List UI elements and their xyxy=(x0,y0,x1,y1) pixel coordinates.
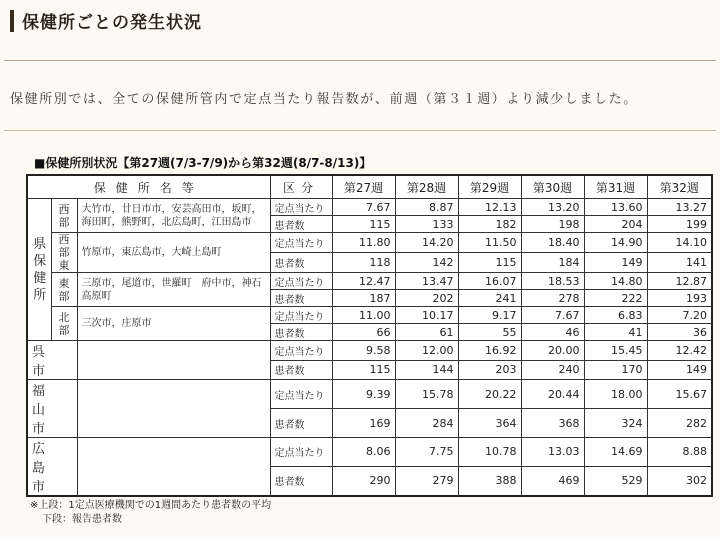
value-cell: 203 xyxy=(458,360,521,380)
value-cell: 7.67 xyxy=(521,307,584,324)
value-cell: 20.44 xyxy=(521,380,584,409)
value-cell: 9.58 xyxy=(332,341,395,361)
area-cell: 三原市，尾道市，世羅町 府中市，神石高原町 xyxy=(77,273,270,307)
page-header xyxy=(10,8,202,33)
header-week: 第28週 xyxy=(395,175,458,199)
value-cell: 182 xyxy=(458,216,521,233)
value-cell: 364 xyxy=(458,409,521,438)
value-cell: 170 xyxy=(584,360,647,380)
category-rate: 定点当たり xyxy=(270,438,332,467)
value-cell: 12.42 xyxy=(647,341,712,361)
value-cell: 12.00 xyxy=(395,341,458,361)
value-cell: 184 xyxy=(521,253,584,273)
value-cell: 302 xyxy=(647,466,712,496)
value-cell: 144 xyxy=(395,360,458,380)
value-cell: 149 xyxy=(647,360,712,380)
note-lower: 下段：報告患者数 xyxy=(42,514,122,525)
value-cell: 8.88 xyxy=(647,438,712,467)
value-cell: 202 xyxy=(395,290,458,307)
value-cell: 240 xyxy=(521,360,584,380)
value-cell: 14.90 xyxy=(584,233,647,253)
value-cell: 15.67 xyxy=(647,380,712,409)
value-cell: 324 xyxy=(584,409,647,438)
value-cell: 7.67 xyxy=(332,199,395,216)
table-row xyxy=(27,307,712,324)
area-cell: 大竹市，廿日市市，安芸高田市，坂町，海田町，熊野町，北広島町，江田島市 xyxy=(77,199,270,233)
value-cell: 11.50 xyxy=(458,233,521,253)
city-label: 福山市 xyxy=(27,380,77,438)
value-cell: 193 xyxy=(647,290,712,307)
value-cell: 187 xyxy=(332,290,395,307)
area-cell: 竹原市，東広島市，大崎上島町 xyxy=(77,233,270,273)
value-cell: 12.47 xyxy=(332,273,395,290)
value-cell: 388 xyxy=(458,466,521,496)
header-name: 保健所名等 xyxy=(27,175,270,199)
value-cell: 11.00 xyxy=(332,307,395,324)
value-cell: 18.53 xyxy=(521,273,584,290)
value-cell: 18.40 xyxy=(521,233,584,253)
region-cell xyxy=(51,273,77,307)
category-rate: 定点当たり xyxy=(270,341,332,361)
table-row xyxy=(27,273,712,290)
value-cell: 284 xyxy=(395,409,458,438)
value-cell: 13.03 xyxy=(521,438,584,467)
value-cell: 12.13 xyxy=(458,199,521,216)
value-cell: 13.27 xyxy=(647,199,712,216)
header-week: 第31週 xyxy=(584,175,647,199)
value-cell: 149 xyxy=(584,253,647,273)
value-cell: 204 xyxy=(584,216,647,233)
category-rate: 定点当たり xyxy=(270,273,332,290)
city-label: 広島市 xyxy=(27,438,77,497)
value-cell: 282 xyxy=(647,409,712,438)
title-divider xyxy=(4,60,716,61)
value-cell: 14.80 xyxy=(584,273,647,290)
region-label: 西部東 xyxy=(58,233,70,272)
header-row xyxy=(27,175,712,199)
value-cell: 20.00 xyxy=(521,341,584,361)
category-count: 患者数 xyxy=(270,324,332,341)
value-cell: 118 xyxy=(332,253,395,273)
category-count: 患者数 xyxy=(270,466,332,496)
note-upper: ※上段：1定点医療機関での1週間あたり患者数の平均 xyxy=(30,500,272,511)
value-cell: 198 xyxy=(521,216,584,233)
summary-text: 保健所別では、全ての保健所管内で定点当たり報告数が、前週（第３１週）より減少しました。 xyxy=(10,92,638,107)
value-cell: 8.06 xyxy=(332,438,395,467)
header-week: 第30週 xyxy=(521,175,584,199)
value-cell: 141 xyxy=(647,253,712,273)
value-cell: 16.92 xyxy=(458,341,521,361)
value-cell: 142 xyxy=(395,253,458,273)
table-row xyxy=(27,380,712,409)
table-notes xyxy=(30,499,271,527)
category-count: 患者数 xyxy=(270,290,332,307)
category-rate: 定点当たり xyxy=(270,380,332,409)
value-cell: 13.60 xyxy=(584,199,647,216)
value-cell: 15.78 xyxy=(395,380,458,409)
value-cell: 279 xyxy=(395,466,458,496)
value-cell: 61 xyxy=(395,324,458,341)
value-cell: 133 xyxy=(395,216,458,233)
region-label: 北部 xyxy=(58,310,70,337)
header-category: 区分 xyxy=(270,175,332,199)
region-cell xyxy=(51,199,77,233)
value-cell: 13.20 xyxy=(521,199,584,216)
value-cell: 20.22 xyxy=(458,380,521,409)
region-cell xyxy=(51,307,77,341)
value-cell: 368 xyxy=(521,409,584,438)
value-cell: 18.00 xyxy=(584,380,647,409)
value-cell: 7.20 xyxy=(647,307,712,324)
value-cell: 115 xyxy=(332,216,395,233)
title-marker xyxy=(10,10,14,32)
value-cell: 115 xyxy=(332,360,395,380)
category-rate: 定点当たり xyxy=(270,307,332,324)
value-cell: 41 xyxy=(584,324,647,341)
value-cell: 290 xyxy=(332,466,395,496)
value-cell: 469 xyxy=(521,466,584,496)
region-label: 西部 xyxy=(58,202,70,229)
region-label: 東部 xyxy=(58,276,70,303)
value-cell: 222 xyxy=(584,290,647,307)
category-count: 患者数 xyxy=(270,360,332,380)
value-cell: 66 xyxy=(332,324,395,341)
pref-label: 県保健所 xyxy=(33,236,47,303)
table-row xyxy=(27,438,712,467)
empty-area-cell xyxy=(77,438,270,497)
empty-area-cell xyxy=(77,380,270,438)
header-week: 第29週 xyxy=(458,175,521,199)
value-cell: 36 xyxy=(647,324,712,341)
value-cell: 11.80 xyxy=(332,233,395,253)
value-cell: 10.17 xyxy=(395,307,458,324)
value-cell: 241 xyxy=(458,290,521,307)
value-cell: 6.83 xyxy=(584,307,647,324)
table-row xyxy=(27,199,712,216)
value-cell: 16.07 xyxy=(458,273,521,290)
category-rate: 定点当たり xyxy=(270,199,332,216)
pref-label-cell xyxy=(27,199,51,341)
value-cell: 14.20 xyxy=(395,233,458,253)
value-cell: 10.78 xyxy=(458,438,521,467)
value-cell: 278 xyxy=(521,290,584,307)
value-cell: 199 xyxy=(647,216,712,233)
header-week: 第27週 xyxy=(332,175,395,199)
value-cell: 46 xyxy=(521,324,584,341)
area-cell: 三次市，庄原市 xyxy=(77,307,270,341)
health-center-table xyxy=(26,174,713,497)
empty-area-cell xyxy=(77,341,270,380)
category-count: 患者数 xyxy=(270,253,332,273)
city-label: 呉市 xyxy=(27,341,77,380)
value-cell: 13.47 xyxy=(395,273,458,290)
value-cell: 529 xyxy=(584,466,647,496)
value-cell: 14.10 xyxy=(647,233,712,253)
value-cell: 12.87 xyxy=(647,273,712,290)
value-cell: 9.17 xyxy=(458,307,521,324)
value-cell: 9.39 xyxy=(332,380,395,409)
table-row xyxy=(27,341,712,361)
value-cell: 55 xyxy=(458,324,521,341)
category-count: 患者数 xyxy=(270,409,332,438)
table-caption: ■保健所別状況【第27週(7/3-7/9)から第32週(8/7-8/13)】 xyxy=(34,156,372,170)
value-cell: 15.45 xyxy=(584,341,647,361)
value-cell: 7.75 xyxy=(395,438,458,467)
value-cell: 115 xyxy=(458,253,521,273)
value-cell: 14.69 xyxy=(584,438,647,467)
region-cell xyxy=(51,233,77,273)
value-cell: 169 xyxy=(332,409,395,438)
table-row xyxy=(27,233,712,253)
value-cell: 8.87 xyxy=(395,199,458,216)
category-rate: 定点当たり xyxy=(270,233,332,253)
category-count: 患者数 xyxy=(270,216,332,233)
page-title: 保健所ごとの発生状況 xyxy=(22,13,202,33)
header-week: 第32週 xyxy=(647,175,712,199)
